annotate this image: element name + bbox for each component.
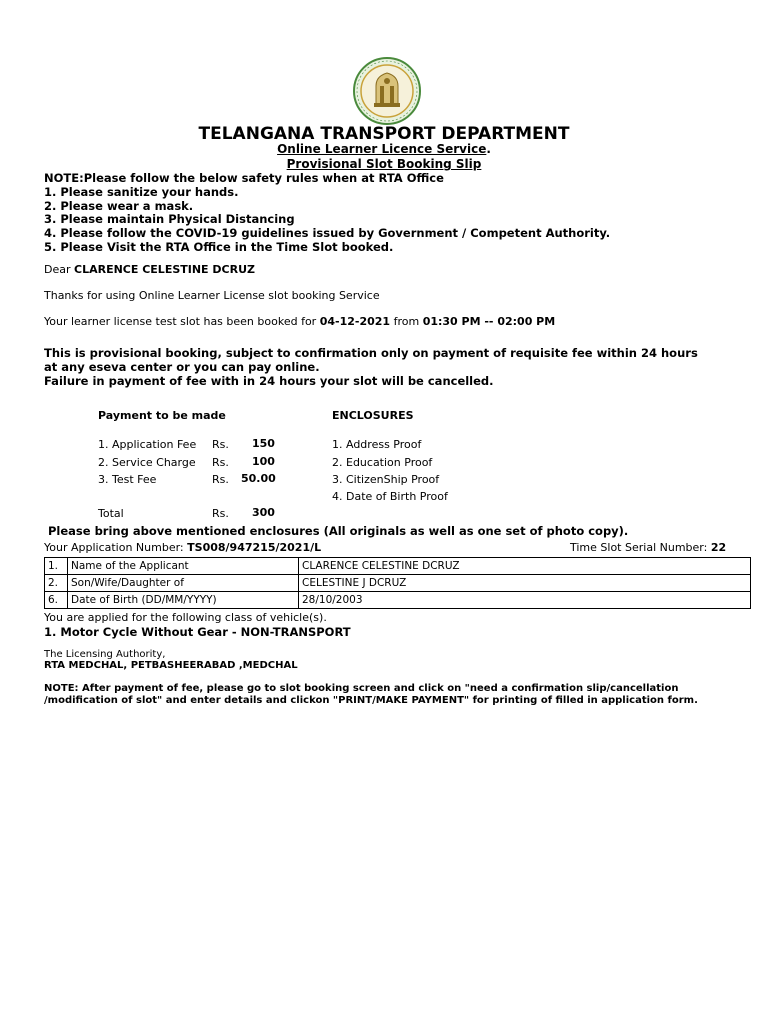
- field-value: 28/10/2003: [299, 592, 751, 609]
- slot-time: 01:30 PM -- 02:00 PM: [422, 315, 556, 328]
- application-number: Your Application Number: TS008/947215/2021/L: [44, 541, 322, 554]
- fee-amount: 50.00: [241, 472, 276, 485]
- field-value: CELESTINE J DCRUZ: [299, 575, 751, 592]
- row-number: 1.: [45, 558, 68, 575]
- booking-details: Your learner license test slot has been booked for 04-12-2021 from 01:30 PM -- 02:00 PM: [44, 315, 556, 328]
- department-title: TELANGANA TRANSPORT DEPARTMENT: [198, 124, 570, 144]
- final-note: /modification of slot" and enter details and clickon "PRINT/MAKE PAYMENT" for printing of filled in application form.: [44, 695, 698, 706]
- provisional-note: at any eseva center or you can pay online.: [44, 360, 320, 374]
- greeting: Dear CLARENCE CELESTINE DCRUZ: [44, 263, 255, 276]
- total-currency: Rs.: [212, 507, 229, 520]
- safety-rule: 1. Please sanitize your hands.: [44, 185, 239, 199]
- table-row: [45, 592, 751, 609]
- field-label: Name of the Applicant: [68, 558, 299, 575]
- rta-office: RTA MEDCHAL, PETBASHEERABAD ,MEDCHAL: [44, 660, 298, 671]
- provisional-note: This is provisional booking, subject to confirmation only on payment of requisite fee within 24 hours: [44, 346, 698, 360]
- field-label: Date of Birth (DD/MM/YYYY): [68, 592, 299, 609]
- thanks-text: Thanks for using Online Learner License slot booking Service: [44, 289, 380, 302]
- slip-title: Provisional Slot Booking Slip: [286, 157, 482, 171]
- fee-amount: 150: [252, 437, 275, 450]
- fee-currency: Rs.: [212, 456, 229, 469]
- table-row: [45, 558, 751, 575]
- field-label: Son/Wife/Daughter of: [68, 575, 299, 592]
- safety-rule: 2. Please wear a mask.: [44, 199, 194, 213]
- final-note: NOTE: After payment of fee, please go to slot booking screen and click on "need a confirmation slip/cancellation: [44, 683, 679, 694]
- provisional-note: Failure in payment of fee with in 24 hours your slot will be cancelled.: [44, 374, 494, 388]
- applicant-details-table: [44, 557, 751, 609]
- applicant-name: CLARENCE CELESTINE DCRUZ: [74, 263, 255, 276]
- slot-date: 04-12-2021: [319, 315, 391, 328]
- fee-label: 3. Test Fee: [98, 473, 157, 486]
- total-amount: 300: [252, 506, 275, 519]
- total-label: Total: [98, 507, 124, 520]
- enclosure-item: 4. Date of Birth Proof: [332, 490, 448, 503]
- fee-currency: Rs.: [212, 473, 229, 486]
- safety-note-heading: NOTE:Please follow the below safety rules when at RTA Office: [44, 171, 444, 185]
- safety-rule: 4. Please follow the COVID-19 guidelines issued by Government / Competent Authority.: [44, 226, 611, 240]
- fee-currency: Rs.: [212, 438, 229, 451]
- fee-label: 1. Application Fee: [98, 438, 197, 451]
- service-name: Online Learner Licence Service.: [277, 142, 491, 156]
- vehicle-class-intro: You are applied for the following class of vehicle(s).: [44, 611, 327, 624]
- enclosure-item: 3. CitizenShip Proof: [332, 473, 440, 486]
- bring-enclosures-note: Please bring above mentioned enclosures (All originals as well as one set of photo copy).: [48, 524, 629, 538]
- field-value: CLARENCE CELESTINE DCRUZ: [299, 558, 751, 575]
- safety-rule: 5. Please Visit the RTA Office in the Time Slot booked.: [44, 240, 394, 254]
- time-slot-serial: Time Slot Serial Number: 22: [570, 541, 727, 554]
- fee-amount: 100: [252, 455, 275, 468]
- payment-heading: Payment to be made: [98, 409, 226, 422]
- fee-label: 2. Service Charge: [98, 456, 196, 469]
- vehicle-class: 1. Motor Cycle Without Gear - NON-TRANSPORT: [44, 625, 351, 639]
- row-number: 2.: [45, 575, 68, 592]
- enclosure-item: 1. Address Proof: [332, 438, 422, 451]
- safety-rule: 3. Please maintain Physical Distancing: [44, 212, 295, 226]
- row-number: 6.: [45, 592, 68, 609]
- licensing-authority-label: The Licensing Authority,: [44, 649, 166, 660]
- enclosure-item: 2. Education Proof: [332, 456, 433, 469]
- table-row: [45, 575, 751, 592]
- enclosures-heading: ENCLOSURES: [332, 409, 414, 422]
- telangana-seal-logo: [352, 56, 422, 126]
